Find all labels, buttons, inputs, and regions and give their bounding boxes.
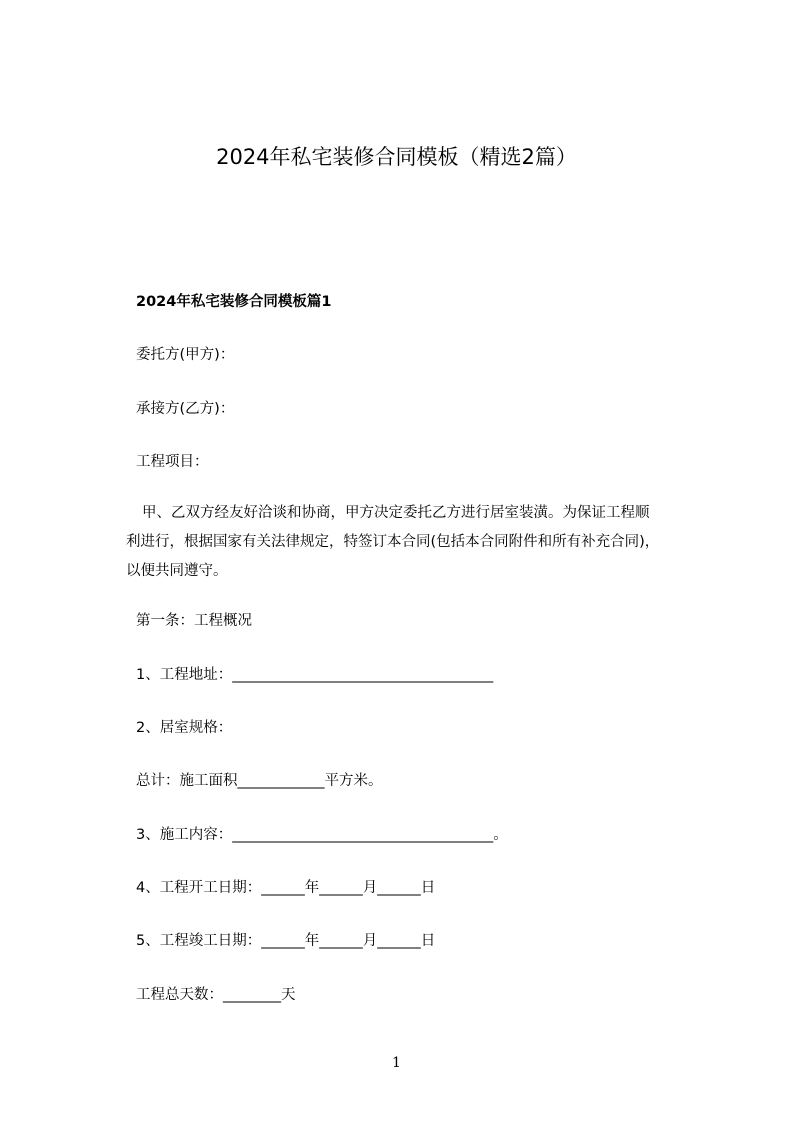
page-number: 1: [392, 1055, 401, 1071]
address-line: 1、工程地址：____________________________________: [136, 667, 494, 683]
intro-line-1: 甲、乙双方经友好洽谈和协商，甲方决定委托乙方进行居室装潢。为保证工程顺: [142, 505, 650, 521]
document-title: 2024年私宅装修合同模板（精选2篇）: [216, 145, 577, 169]
project-line: 工程项目：: [136, 454, 209, 470]
section-heading: 2024年私宅装修合同模板篇1: [136, 294, 332, 310]
article-1-heading: 第一条：工程概况: [136, 613, 252, 629]
contractor-party-line: 承接方(乙方)：: [136, 401, 235, 417]
intro-line-3: 以便共同遵守。: [126, 563, 228, 579]
intro-paragraph: [126, 499, 696, 586]
intro-line-2: 利进行，根据国家有关法律规定，特签订本合同(包括本合同附件和所有补充合同)，: [126, 534, 660, 550]
start-date-line: 4、工程开工日期：______年______月______日: [136, 880, 436, 896]
end-date-line: 5、工程竣工日期：______年______月______日: [136, 933, 436, 949]
content-line: 3、施工内容：____________________________________。: [136, 827, 508, 843]
client-party-line: 委托方(甲方)：: [136, 347, 235, 363]
room-spec-line: 2、居室规格：: [136, 720, 233, 736]
total-area-line: 总计：施工面积____________平方米。: [136, 773, 383, 789]
total-days-line: 工程总天数：________天: [136, 987, 296, 1003]
